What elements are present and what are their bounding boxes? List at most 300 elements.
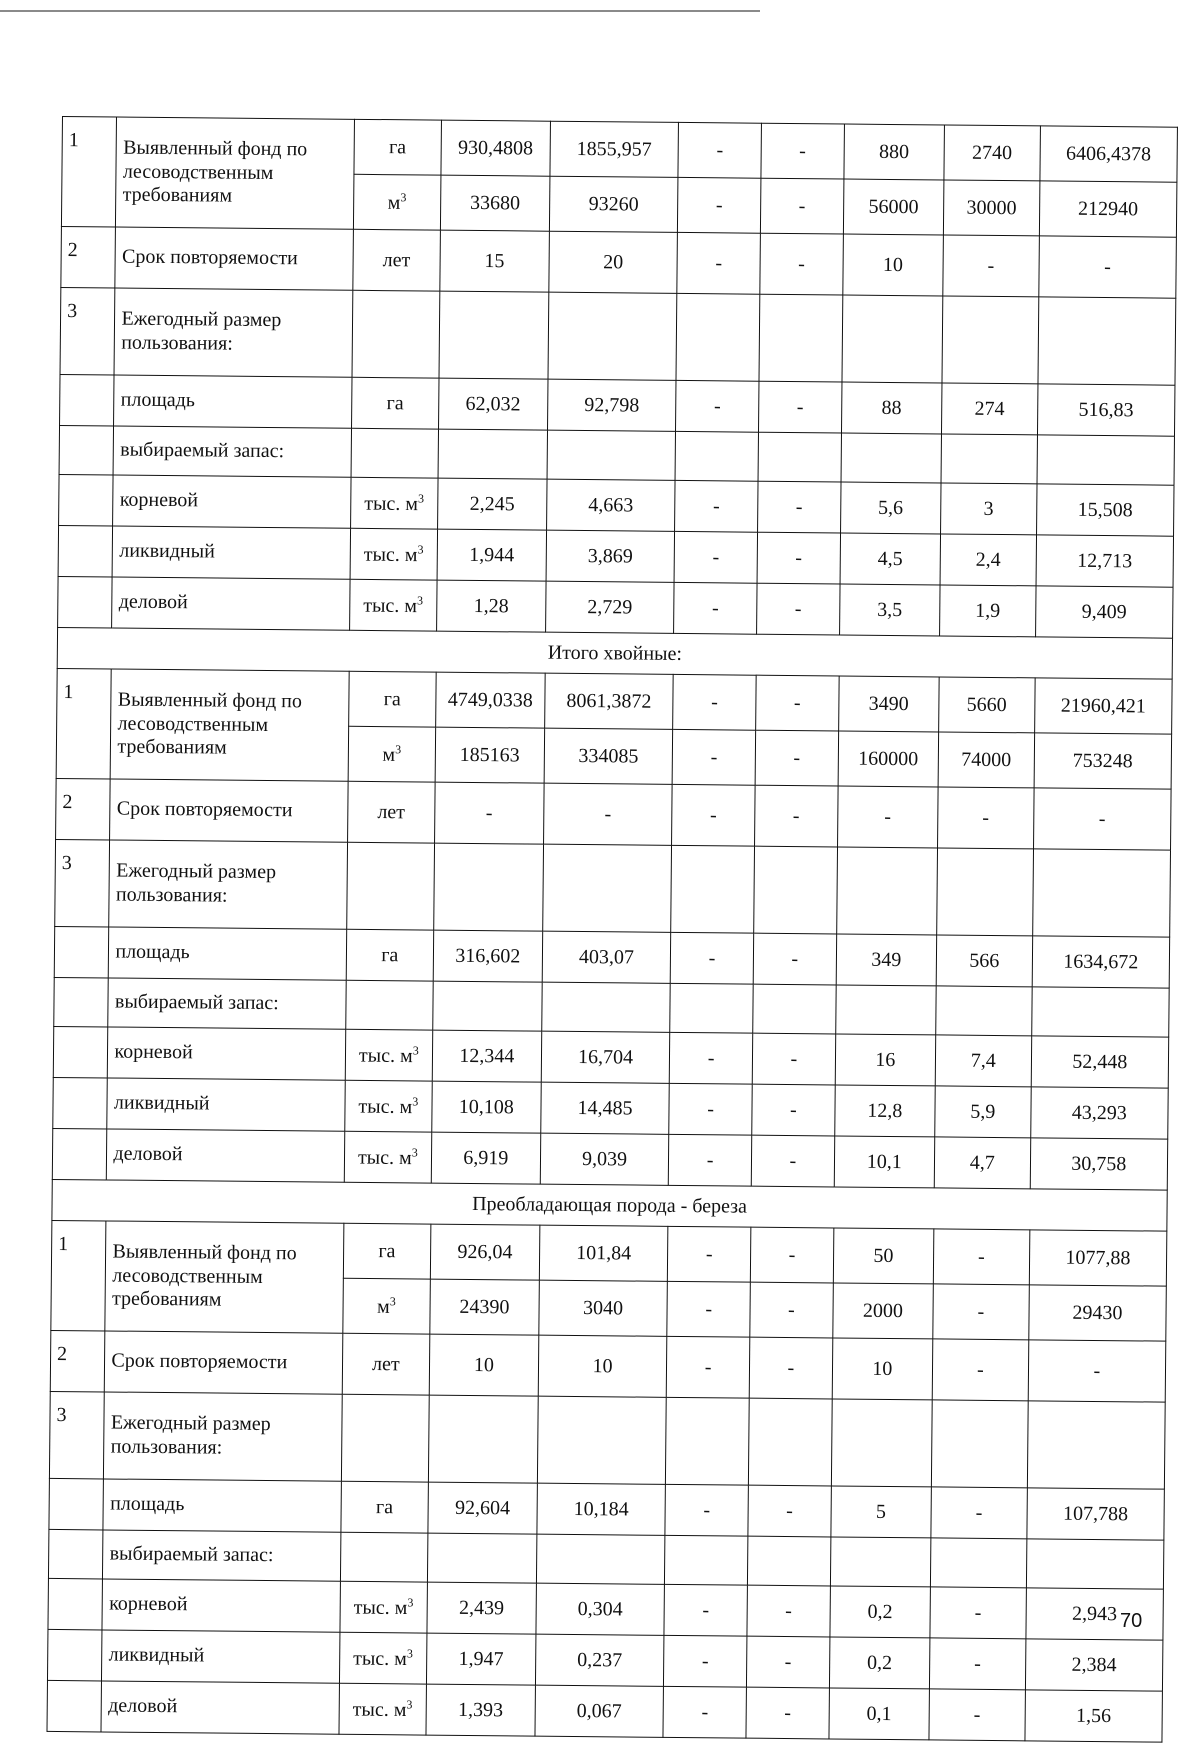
value-cell: 30000 [943,180,1039,236]
empty-cell [1026,1539,1164,1589]
unit-exponent: 3 [411,1145,418,1160]
unit-cell: га [341,1481,429,1533]
forest-use-table [46,116,1177,1743]
value-cell: 2,439 [427,1582,536,1634]
empty-cell [347,842,435,930]
value-cell: - [930,1587,1026,1639]
value-cell: 21960,421 [1034,678,1172,734]
row-label: выбираемый запас: [113,426,351,477]
value-cell: - [670,932,753,984]
value-cell: 212940 [1039,181,1177,237]
unit-exponent: 3 [417,491,425,506]
unit-cell [344,1131,432,1183]
value-cell: 52,448 [1031,1036,1169,1088]
value-cell: 16,704 [541,1031,670,1083]
value-cell: - [755,785,838,847]
empty-cell [54,977,109,1027]
row-label: деловой [101,1681,339,1734]
value-cell: 15,508 [1036,484,1174,536]
empty-cell [931,1400,1028,1488]
value-cell: - [676,380,759,432]
empty-cell [1037,435,1175,485]
value-cell: 16 [835,1034,936,1086]
value-cell: - [748,1485,831,1537]
row-label: деловой [112,577,350,630]
unit-text: тыс. м [358,1095,413,1118]
value-cell: - [673,674,756,730]
empty-cell [747,1536,830,1586]
table-row [50,1330,1166,1402]
empty-cell [48,1578,103,1630]
row-number: 1 [51,1220,106,1331]
row-label: корневой [113,475,351,528]
table-row [60,287,1176,385]
scan-edge-line [0,10,760,12]
value-cell: - [750,1227,833,1283]
value-cell: 2,943 [1026,1588,1164,1640]
empty-cell [831,1399,932,1487]
row-number: 3 [60,287,115,375]
empty-cell [670,983,753,1033]
unit-exponent: 3 [412,1094,419,1109]
value-cell: - [760,178,843,234]
value-cell: - [666,1336,749,1398]
value-cell: 4,7 [934,1137,1030,1189]
value-cell: 24390 [430,1279,539,1335]
unit-text: тыс. м [352,1698,407,1721]
row-label: Срок повторяемости [115,227,353,290]
value-cell: 3,869 [546,530,675,582]
value-cell: - [674,582,757,634]
value-cell: 926,04 [430,1224,539,1280]
empty-cell [835,985,936,1035]
row-label: выбираемый запас: [108,978,346,1029]
value-cell: - [665,1484,748,1536]
section-heading: Преобладающая порода - береза [52,1179,1167,1231]
empty-cell [748,1398,832,1486]
row-label: Выявленный фонд по лесоводственным требованиям [116,117,354,229]
value-cell: 274 [941,383,1037,435]
row-number: 1 [56,668,111,779]
empty-cell [1032,849,1170,937]
value-cell: - [933,1229,1029,1285]
empty-cell [675,431,758,481]
value-cell: - [678,122,761,178]
value-cell: - [758,481,841,533]
table-row [55,839,1171,937]
row-number: 1 [61,117,116,228]
value-cell: - [543,783,672,845]
value-cell: - [760,233,843,295]
value-cell: - [1033,788,1171,850]
empty-cell [351,428,439,478]
row-label: корневой [102,1579,340,1632]
value-cell: 5,9 [935,1086,1031,1138]
value-cell: 1855,957 [550,121,679,177]
unit-cell: лет [342,1333,430,1395]
unit-cell: га [346,929,434,981]
value-cell: - [672,784,755,846]
value-cell: 2,729 [545,581,674,633]
value-cell: 4749,0338 [436,672,545,728]
empty-cell [753,984,836,1034]
value-cell: 10 [538,1335,667,1397]
value-cell: 3040 [539,1280,668,1336]
value-cell: - [672,729,755,785]
unit-cell [345,1029,433,1081]
value-cell: 5,6 [840,482,941,534]
table-row [62,117,1177,183]
value-cell: 101,84 [539,1225,668,1281]
empty-cell [53,1026,108,1078]
value-cell: 0,2 [830,1586,931,1638]
empty-cell [54,926,109,978]
value-cell: - [750,1282,833,1338]
unit-cell [350,528,438,580]
value-cell: 0,1 [829,1688,930,1740]
empty-cell [49,1478,104,1530]
empty-cell [665,1535,748,1585]
value-cell: 4,663 [546,479,675,531]
value-cell: - [1039,236,1177,298]
value-cell: 88 [841,382,942,434]
empty-cell [841,433,942,483]
value-cell: 62,032 [438,378,547,430]
table-row [47,1680,1162,1742]
empty-cell [671,845,755,933]
value-cell: - [678,177,761,233]
row-label: Срок повторяемости [110,779,348,842]
empty-cell [666,1397,750,1485]
value-cell: 753248 [1034,733,1172,789]
value-cell: - [752,1084,835,1136]
value-cell: 0,237 [535,1634,664,1686]
unit-cell: га [343,1223,431,1279]
row-number: 2 [61,226,116,288]
empty-cell [53,1077,108,1129]
empty-cell [428,1395,538,1483]
value-cell: 930,4808 [441,120,550,176]
empty-cell [47,1680,102,1732]
empty-cell [60,374,115,426]
value-cell: 8061,3872 [544,673,673,729]
row-number: 3 [49,1391,104,1479]
value-cell: 160000 [838,731,939,787]
empty-cell [59,474,114,526]
unit-text: м [387,191,401,214]
value-cell: 107,788 [1027,1488,1165,1540]
empty-cell [842,295,943,383]
value-cell: 93260 [549,176,678,232]
value-cell: 1,56 [1025,1690,1163,1742]
value-cell: 74000 [938,732,1034,788]
value-cell: - [674,531,757,583]
unit-exponent: 3 [407,1595,414,1610]
empty-cell [942,296,1039,384]
value-cell: 3,5 [839,584,940,636]
value-cell: - [757,532,840,584]
empty-cell [439,291,549,379]
value-cell: 20 [549,231,678,293]
empty-cell [536,1534,665,1584]
value-cell: - [757,583,840,635]
value-cell: 14,485 [541,1082,670,1134]
row-label: площадь [109,927,347,980]
value-cell: - [837,786,938,848]
value-cell: 185163 [435,727,544,783]
value-cell: - [759,381,842,433]
row-label: площадь [114,375,352,428]
unit-cell: га [354,119,442,175]
value-cell: 92,798 [547,379,676,431]
value-cell: - [677,232,760,294]
empty-cell [930,1538,1026,1588]
value-cell: 566 [936,935,1032,987]
value-cell: - [663,1686,746,1738]
row-number: 2 [50,1330,105,1392]
empty-cell [341,1394,429,1482]
table-row [61,226,1177,298]
unit-exponent: 3 [412,1043,419,1058]
unit-text: тыс. м [363,543,418,566]
empty-cell [48,1529,103,1579]
value-cell: 50 [833,1228,934,1284]
empty-cell [937,848,1034,936]
empty-cell [346,980,434,1030]
unit-cell [339,1632,427,1684]
value-cell: - [755,730,838,786]
value-cell: 2000 [833,1283,934,1339]
table-row [57,668,1172,734]
unit-cell: лет [353,229,441,291]
empty-cell [542,844,671,932]
value-cell: - [669,1134,752,1186]
empty-cell [542,982,671,1032]
value-cell: 10 [429,1334,538,1396]
value-cell: - [667,1281,750,1337]
unit-cell [348,726,436,782]
value-cell: 9,039 [540,1133,669,1185]
unit-exponent: 3 [400,189,407,204]
value-cell: 15 [440,230,549,292]
value-cell: 880 [844,124,945,180]
empty-cell [1027,1401,1165,1489]
page-number: 70 [1120,1610,1143,1632]
empty-cell [433,981,542,1031]
value-cell: 5660 [939,677,1035,733]
value-cell: 4,5 [840,533,941,585]
unit-text: м [376,1295,390,1318]
table-row [49,1391,1165,1489]
row-label: Срок повторяемости [105,1331,343,1394]
value-cell: 1077,88 [1029,1230,1167,1286]
row-label: ликвидный [113,526,351,579]
unit-exponent: 3 [395,741,402,756]
value-cell: 2,4 [940,534,1036,586]
empty-cell [340,1532,428,1582]
unit-exponent: 3 [417,542,424,557]
empty-cell [759,294,843,382]
value-cell: 92,604 [428,1482,537,1534]
unit-exponent: 3 [406,1697,413,1712]
value-cell: 10 [832,1338,933,1400]
empty-cell [58,576,113,628]
row-label: Ежегодный размер пользования: [104,1392,342,1481]
row-label: Ежегодный размер пользования: [114,288,352,377]
unit-cell [339,1683,427,1735]
value-cell: 30,758 [1030,1138,1168,1190]
unit-exponent: 3 [406,1646,414,1661]
row-label: Выявленный фонд по лесоводственным требованиям [111,669,349,781]
empty-cell [754,846,838,934]
value-cell: - [931,1487,1027,1539]
value-cell: - [933,1284,1029,1340]
empty-cell [47,1629,102,1681]
value-cell: - [664,1635,747,1687]
value-cell: 0,067 [535,1685,664,1737]
unit-exponent: 3 [417,593,424,608]
row-label: Ежегодный размер пользования: [109,840,347,929]
table-row [56,778,1172,850]
value-cell: 9,409 [1035,586,1173,638]
value-cell: 29430 [1029,1285,1167,1341]
unit-cell: га [348,671,436,727]
unit-text: м [382,743,396,766]
value-cell: 6,919 [431,1132,540,1184]
value-cell: 1,9 [939,585,1035,637]
row-label: площадь [103,1479,341,1532]
unit-cell: лет [347,781,435,843]
empty-cell [352,290,440,378]
empty-cell [941,434,1037,484]
value-cell: 1,947 [426,1633,535,1685]
empty-cell [758,432,841,482]
value-cell: - [929,1689,1025,1741]
table-row [51,1220,1166,1286]
value-cell: 3 [940,483,1036,535]
empty-cell [548,292,677,380]
value-cell: - [943,235,1039,297]
row-label: выбираемый запас: [103,1530,341,1581]
unit-text: тыс. м [363,594,418,617]
empty-cell [1031,987,1169,1037]
value-cell: 1,28 [436,580,545,632]
unit-text: тыс. м [353,1647,408,1670]
value-cell: 7,4 [935,1035,1031,1087]
value-cell: - [668,1226,751,1282]
empty-cell [936,986,1032,1036]
value-cell: 3490 [838,676,939,732]
unit-cell [340,1581,428,1633]
value-cell: - [753,933,836,985]
value-cell: 12,8 [835,1085,936,1137]
value-cell: - [669,1083,752,1135]
section-heading: Итого хвойные: [57,627,1172,679]
value-cell: 349 [836,934,937,986]
value-cell: 33680 [440,175,549,231]
value-cell: - [746,1687,829,1739]
unit-cell: га [351,377,439,429]
empty-cell [58,525,113,577]
empty-cell [537,1396,666,1484]
unit-cell [343,1278,431,1334]
unit-cell [353,174,441,230]
value-cell: - [937,787,1033,849]
unit-exponent: 3 [389,1293,396,1308]
empty-cell [52,1128,107,1180]
unit-cell [349,579,437,631]
value-cell: - [761,123,844,179]
value-cell: - [751,1135,834,1187]
row-label: Выявленный фонд по лесоводственным требованиям [105,1221,343,1333]
value-cell: 10,1 [834,1136,935,1188]
value-cell: 1634,672 [1032,936,1170,988]
value-cell: 2,384 [1025,1639,1163,1691]
value-cell: - [747,1585,830,1637]
unit-cell [350,477,438,529]
value-cell: - [664,1584,747,1636]
value-cell: 316,602 [433,930,542,982]
value-cell: 516,83 [1037,384,1175,436]
value-cell: 5 [831,1486,932,1538]
empty-cell [830,1537,931,1587]
value-cell: 10,108 [432,1081,541,1133]
value-cell: 0,2 [829,1637,930,1689]
empty-cell [676,293,760,381]
value-cell: - [932,1339,1028,1401]
value-cell: - [746,1636,829,1688]
row-label: ликвидный [102,1630,340,1683]
value-cell: - [929,1638,1025,1690]
row-label: ликвидный [107,1078,345,1131]
value-cell: - [749,1337,832,1399]
value-cell: - [675,480,758,532]
empty-cell [59,425,114,475]
value-cell: 12,713 [1036,535,1174,587]
unit-text: тыс. м [364,492,419,515]
value-cell: - [752,1033,835,1085]
value-cell: - [756,675,839,731]
value-cell: 403,07 [542,931,671,983]
empty-cell [547,430,676,480]
unit-text: тыс. м [358,1044,413,1067]
value-cell: 1,393 [426,1684,535,1736]
empty-cell [427,1533,536,1583]
value-cell: - [434,782,543,844]
value-cell: 12,344 [432,1030,541,1082]
row-number: 3 [55,839,110,927]
empty-cell [438,429,547,479]
unit-text: тыс. м [353,1596,408,1619]
value-cell: - [670,1032,753,1084]
unit-cell [345,1080,433,1132]
value-cell: 0,304 [536,1583,665,1635]
unit-text: тыс. м [357,1146,412,1169]
value-cell: 334085 [544,728,673,784]
value-cell: 6406,4378 [1040,126,1178,182]
empty-cell [434,843,544,931]
row-label: деловой [107,1129,345,1182]
value-cell: 56000 [843,179,944,235]
value-cell: 2740 [944,125,1040,181]
value-cell: 1,944 [437,529,546,581]
row-number: 2 [56,778,111,840]
value-cell: 43,293 [1030,1087,1168,1139]
row-label: корневой [108,1027,346,1080]
empty-cell [836,847,937,935]
value-cell: 2,245 [437,478,546,530]
empty-cell [1038,297,1176,385]
